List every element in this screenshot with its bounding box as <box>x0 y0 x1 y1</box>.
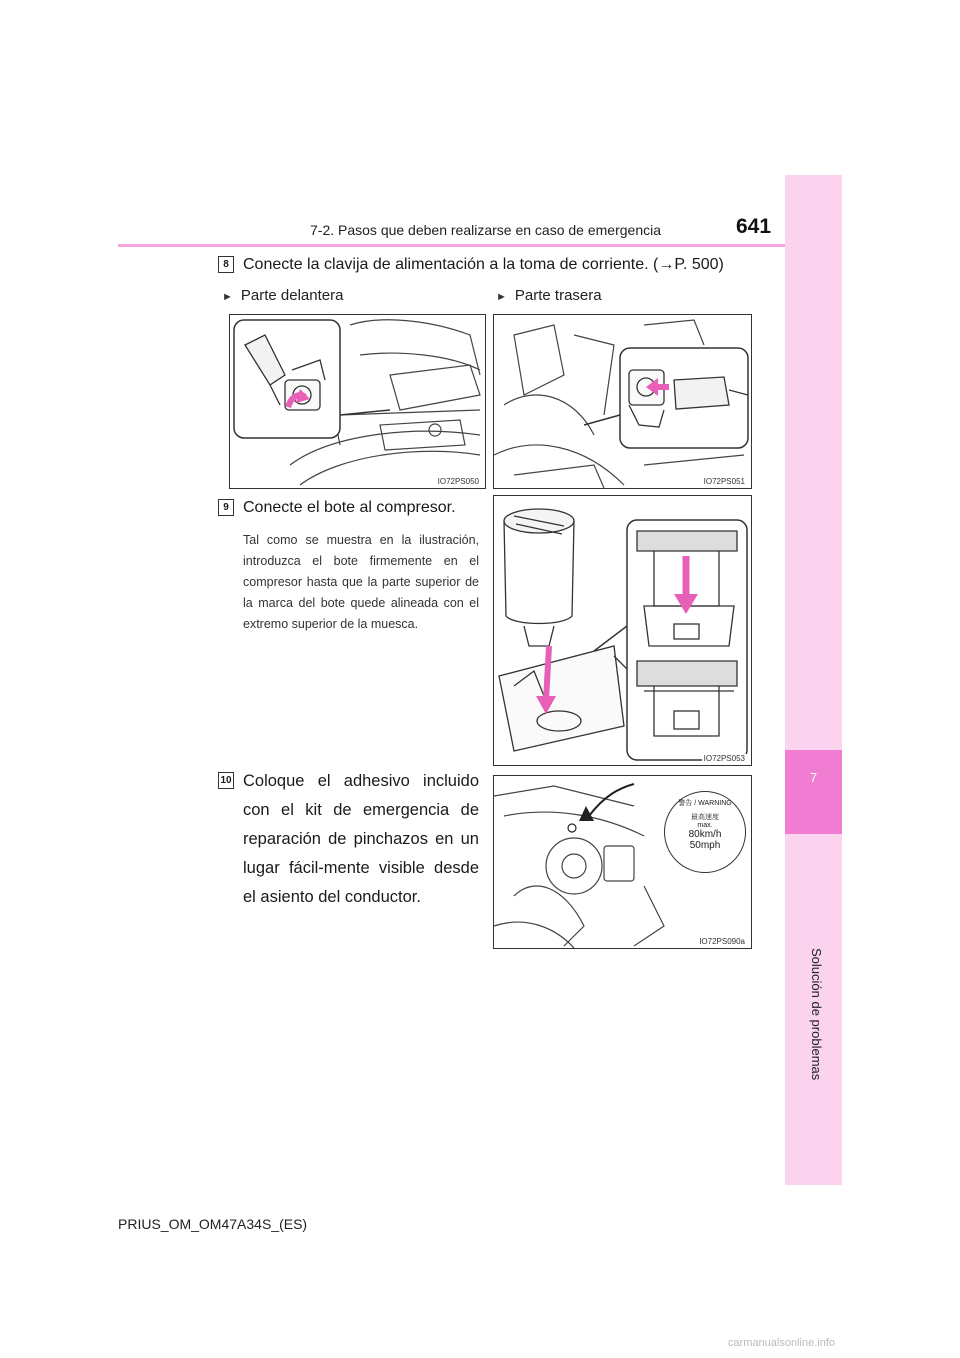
sticker-speed-kmh: 80km/h <box>688 829 722 840</box>
sticker-speed-mph: 50mph <box>689 840 721 851</box>
header-divider <box>118 244 842 247</box>
chapter-title: Solución de problemas <box>809 948 824 1081</box>
illustration-bottle-compressor <box>493 495 752 766</box>
triangle-bullet-icon: ► <box>496 291 507 303</box>
rear-socket-drawing <box>494 315 751 488</box>
triangle-bullet-icon: ► <box>222 291 233 303</box>
chapter-number: 7 <box>809 770 818 785</box>
sticker-max-label: max. <box>697 822 713 829</box>
chapter-tab-highlight <box>785 750 842 834</box>
bottle-compressor-drawing <box>494 496 751 765</box>
illustration-code: IO72PS050 <box>437 477 479 486</box>
illustration-code: IO72PS053 <box>703 754 745 763</box>
illustration-rear-socket <box>493 314 752 489</box>
step-number-8: 8 <box>218 256 234 273</box>
section-title: 7-2. Pasos que deben realizarse en caso de emergencia <box>310 222 661 238</box>
illustration-front-socket <box>229 314 486 489</box>
watermark: carmanualsonline.info <box>728 1337 836 1349</box>
warning-sticker <box>664 791 746 873</box>
illustration-code: IO72PS090a <box>699 937 745 946</box>
sublabel-front: ► Parte delantera <box>222 287 344 304</box>
step-9-text: Conecte el bote al compresor. <box>243 499 456 516</box>
front-console-drawing <box>230 315 485 488</box>
illustration-code: IO72PS051 <box>703 477 745 486</box>
illustration-sticker-location <box>493 775 752 949</box>
page-number: 641 <box>736 215 772 238</box>
step-8-text: Conecte la clavija de alimentación a la toma de corriente. (→P. 500) <box>243 256 724 273</box>
step-9-detail: Tal como se muestra en la ilustración, introduzca el bote firmemente en el compresor hasta que la parte superior de la marca del bote quede alineada con el extremo superior de la muesca. <box>243 533 479 631</box>
document-code: PRIUS_OM_OM47A34S_(ES) <box>118 1216 308 1232</box>
sticker-warning-text: 警告 / WARNING <box>678 800 732 807</box>
sublabel-rear: ► Parte trasera <box>496 287 602 304</box>
step-10-text: Coloque el adhesivo incluido con el kit de emergencia de reparación de pinchazos en un lugar fácil-mente visible desde el asiento del conductor. <box>243 772 479 906</box>
sticker-max-speed-label: 最高速度 <box>691 814 719 821</box>
step-number-9: 9 <box>218 499 234 516</box>
step-number-10: 10 <box>218 772 234 789</box>
